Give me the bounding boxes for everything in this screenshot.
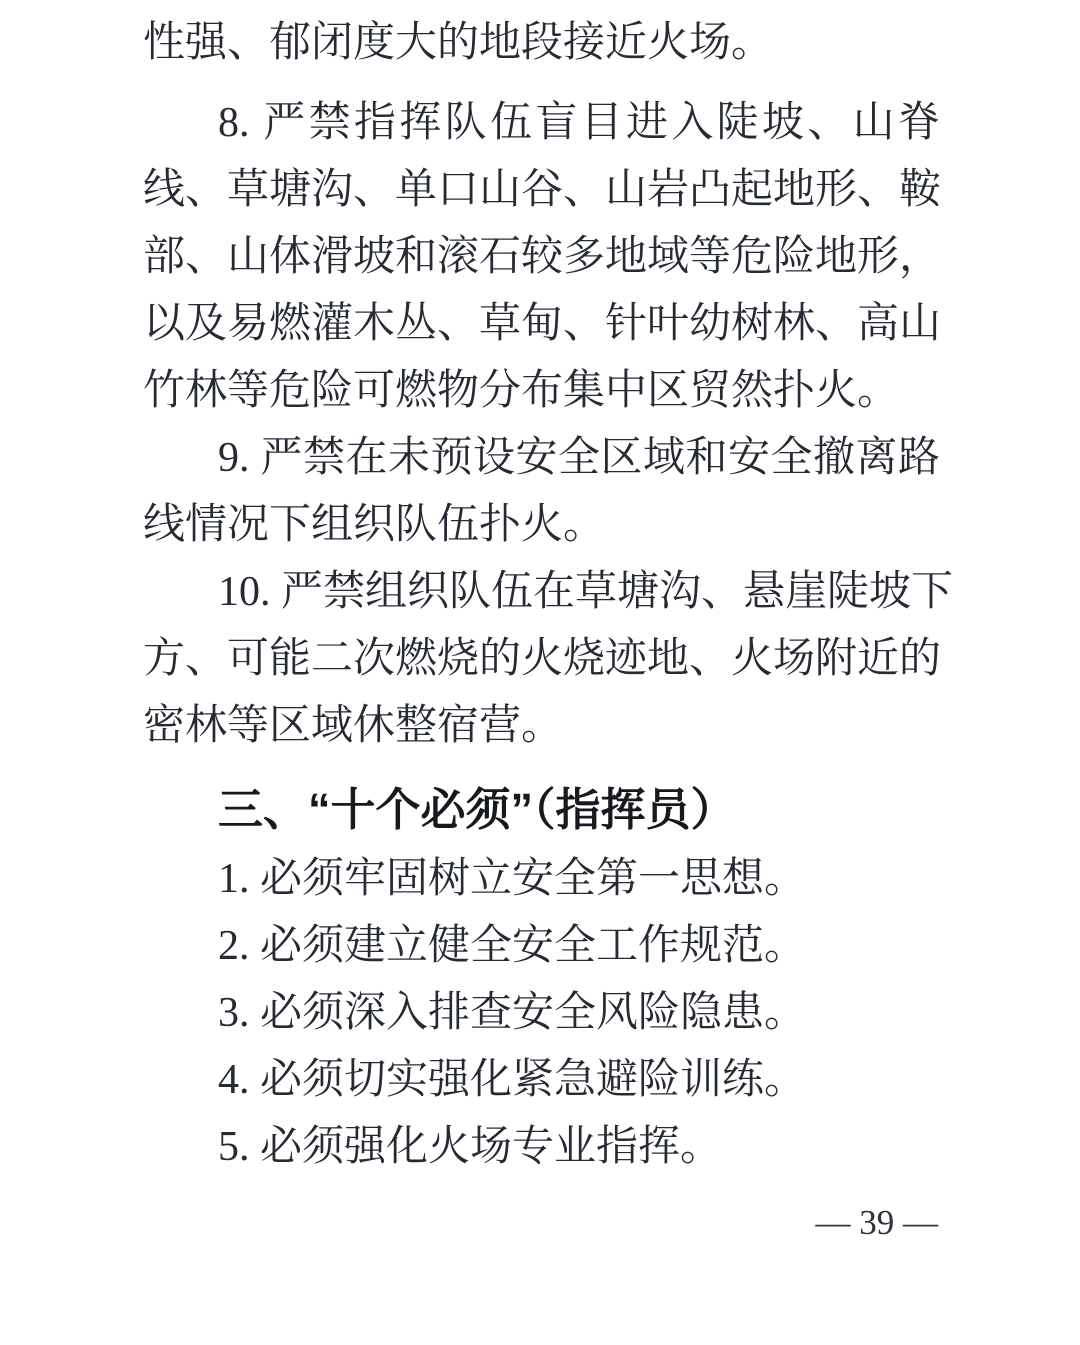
body-line: 方、可能二次燃烧的火烧迹地、火场附近的: [143, 636, 942, 682]
body-line: 线、草塘沟、单口山谷、山岩凸起地形、鞍: [143, 167, 942, 213]
body-line: 以及易燃灌木丛、草甸、针叶幼树林、高山: [143, 301, 942, 347]
body-line: 线情况下组织队伍扑火。: [143, 502, 606, 548]
page-footer: [143, 1203, 940, 1243]
section-heading: 三、“十个必须”（指挥员）: [218, 784, 736, 835]
list-item: 3. 必须深入排查安全风险隐患。: [218, 990, 807, 1036]
body-line: 密林等区域休整宿营。: [143, 703, 564, 749]
body-line: 9. 严禁在未预设安全区域和安全撤离路: [218, 435, 940, 481]
list-item: 1. 必须牢固树立安全第一思想。: [218, 856, 807, 902]
body-line: 10. 严禁组织队伍在草塘沟、悬崖陡坡下: [218, 569, 954, 615]
body-line: 部、山体滑坡和滚石较多地域等危险地形，: [143, 234, 942, 280]
list-item: 4. 必须切实强化紧急避险训练。: [218, 1057, 807, 1103]
page-number: — 39 —: [815, 1203, 938, 1242]
body-line: 竹林等危险可燃物分布集中区贸然扑火。: [143, 368, 900, 414]
body-line: 性强、郁闭度大的地段接近火场。: [143, 20, 774, 66]
body-line: 8. 严禁指挥队伍盲目进入陡坡、山脊: [218, 100, 940, 146]
list-item: 2. 必须建立健全安全工作规范。: [218, 923, 807, 969]
list-item: 5. 必须强化火场专业指挥。: [218, 1124, 723, 1170]
